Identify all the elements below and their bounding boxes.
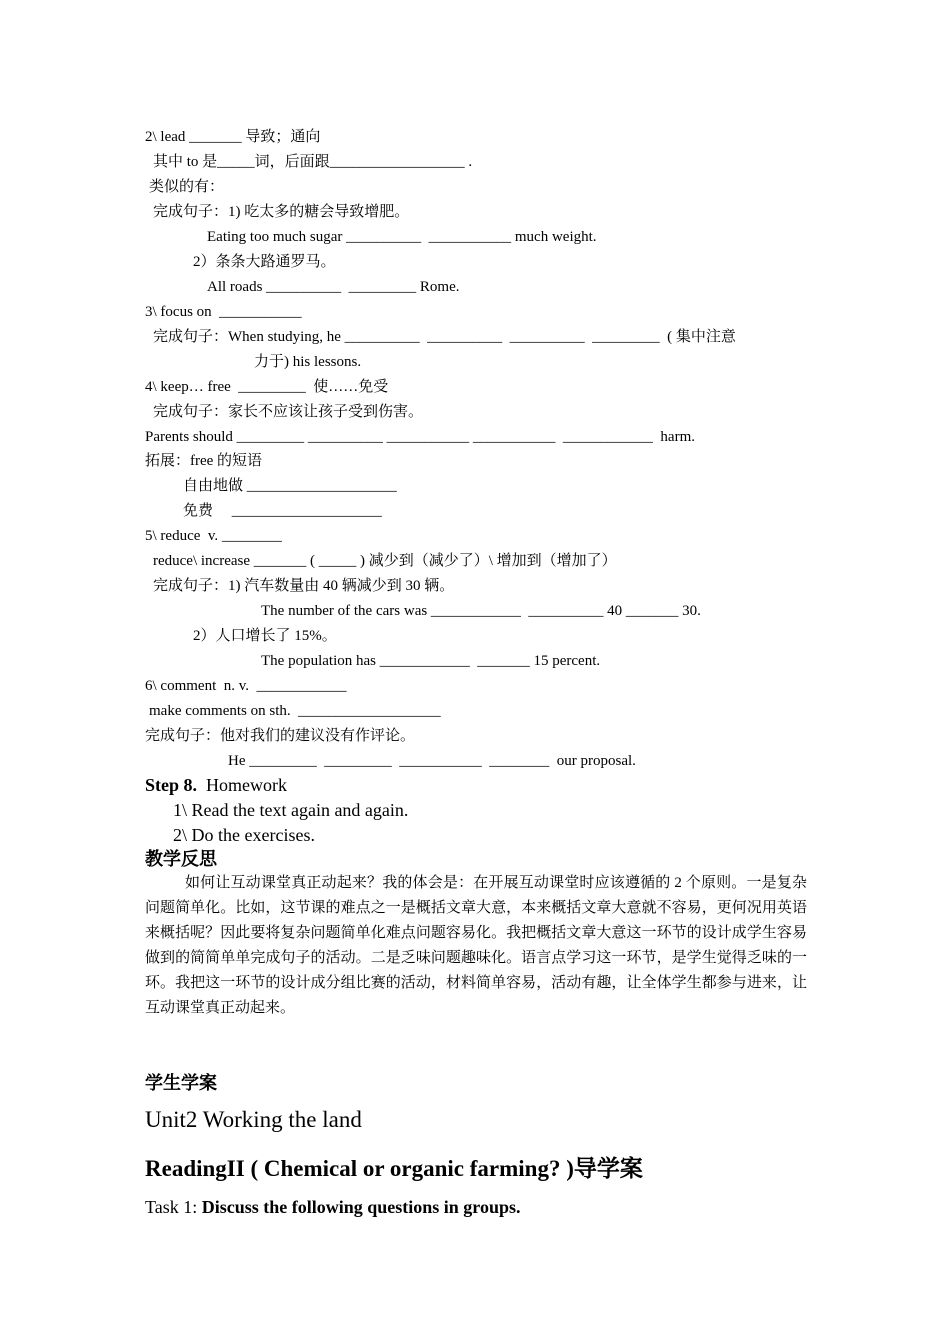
- complete-sentence-reduce-2: 2）人口增长了 15%。: [193, 628, 337, 644]
- complete-sentence-lead-2: 2）条条大路通罗马。: [193, 254, 336, 270]
- complete-sentence-focus: 完成句子：When studying, he __________ __________ __________ _________ ( 集中注意: [153, 329, 736, 345]
- homework-heading: [145, 774, 287, 796]
- exercise-line: Eating too much sugar __________ ___________ much weight.: [207, 229, 597, 245]
- item-comment: 6\ comment n. v. ____________: [145, 678, 347, 694]
- reflection-paragraph: 如何让互动课堂真正动起来？我的体会是：在开展互动课堂时应该遵循的 2 个原则。一是复杂问题简单化。比如，这节课的难点之一是概括文章大意，本来概括文章大意就不容易，更何况用英语来概括呢？因此要将复杂问题简单化难点问题容易化。我把概括文章大意这一环节的设计成学生容易做到的简简单单完成句子的活动。二是乏味问题趣味化。语言点学习这一环节，是学生觉得乏味的一环。我把这一环节的设计成分组比赛的活动，材料简单容易，活动有趣，让全体学生都参与进来，让互动课堂真正动起来。: [145, 875, 807, 1016]
- exercise-line: 自由地做 ____________________: [183, 478, 397, 494]
- item-reduce: 5\ reduce v. ________: [145, 528, 282, 544]
- homework-item: 2\ Do the exercises.: [173, 825, 315, 845]
- task-text: Discuss the following questions in groups.: [201, 1197, 521, 1217]
- lead-note: 其中 to 是_____词，后面跟__________________ .: [153, 154, 473, 170]
- exercise-line: He _________ _________ ___________ ________ our proposal.: [228, 753, 636, 769]
- extension-label: 拓展：free 的短语: [145, 453, 263, 469]
- comment-phrase: make comments on sth. ___________________: [149, 703, 441, 719]
- task-label: Task 1:: [145, 1197, 202, 1217]
- homework-title: Homework: [206, 775, 287, 795]
- complete-sentence-lead-1: 完成句子：1) 吃太多的糖会导致增肥。: [153, 204, 410, 220]
- homework-item: 1\ Read the text again and again.: [173, 800, 409, 820]
- reading-title: ReadingII ( Chemical or organic farming? )导学案: [145, 1156, 643, 1181]
- exercise-line: The number of the cars was ____________ __________ 40 _______ 30.: [261, 603, 701, 619]
- reflection-heading: 教学反思: [145, 849, 217, 869]
- item-focus-on: 3\ focus on ___________: [145, 304, 302, 320]
- exercise-line: 免费 ____________________: [183, 503, 382, 519]
- complete-sentence-focus-cont: 力于) his lessons.: [254, 354, 362, 370]
- student-section-heading: 学生学案: [145, 1073, 217, 1093]
- complete-sentence-reduce-1: 完成句子：1) 汽车数量由 40 辆减少到 30 辆。: [153, 578, 455, 594]
- item-keep-free: 4\ keep… free _________ 使……免受: [145, 379, 389, 395]
- exercise-line: Parents should _________ __________ ___________ ___________ ____________ harm.: [145, 429, 695, 445]
- task-1: [145, 1196, 520, 1218]
- complete-sentence-keep: 完成句子：家长不应该让孩子受到伤害。: [153, 404, 424, 420]
- exercise-line: The population has ____________ _______ 15 percent.: [261, 653, 601, 669]
- step-label: Step 8.: [145, 775, 198, 795]
- exercise-line: All roads __________ _________ Rome.: [207, 279, 460, 295]
- item-lead: 2\ lead _______ 导致；通向: [145, 129, 321, 145]
- reduce-increase-note: reduce\ increase _______ ( _____ ) 减少到（减少了）\ 增加到（增加了）: [153, 553, 617, 569]
- complete-sentence-comment: 完成句子：他对我们的建议没有作评论。: [145, 728, 416, 744]
- similar-label: 类似的有：: [149, 179, 225, 195]
- unit-title: Unit2 Working the land: [145, 1107, 362, 1132]
